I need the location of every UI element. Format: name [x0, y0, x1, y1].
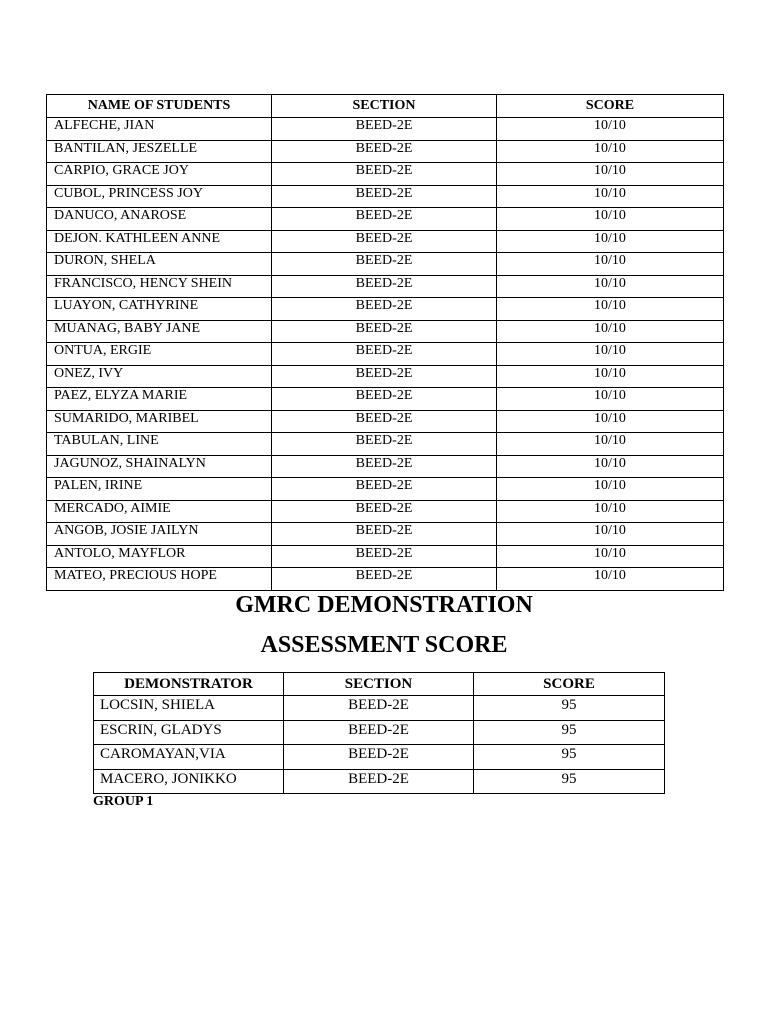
table-row [47, 388, 724, 411]
section-cell: BEED-2E [272, 343, 497, 366]
score-cell: 95 [474, 745, 665, 770]
students-table-body [47, 118, 724, 591]
score-cell: 10/10 [497, 478, 724, 501]
table-row [94, 696, 665, 721]
score-cell: 10/10 [497, 140, 724, 163]
student-name-cell: DURON, SHELA [47, 253, 272, 276]
score-cell: 95 [474, 769, 665, 794]
student-name-cell: MATEO, PRECIOUS HOPE [47, 568, 272, 591]
section-cell: BEED-2E [272, 275, 497, 298]
score-cell: 10/10 [497, 568, 724, 591]
table-header-row [47, 95, 724, 118]
score-cell: 10/10 [497, 545, 724, 568]
student-name-cell: MUANAG, BABY JANE [47, 320, 272, 343]
column-header-score: SCORE [474, 673, 665, 696]
student-name-cell: PAEZ, ELYZA MARIE [47, 388, 272, 411]
student-name-cell: DEJON. KATHLEEN ANNE [47, 230, 272, 253]
table-row [47, 118, 724, 141]
table-row [94, 720, 665, 745]
score-cell: 10/10 [497, 163, 724, 186]
student-name-cell: CARPIO, GRACE JOY [47, 163, 272, 186]
table-row [47, 208, 724, 231]
table-header-row [94, 673, 665, 696]
table-row [47, 365, 724, 388]
score-cell: 10/10 [497, 410, 724, 433]
section-cell: BEED-2E [272, 568, 497, 591]
table-row [47, 523, 724, 546]
table-row [47, 185, 724, 208]
table-row [47, 253, 724, 276]
table-row [94, 745, 665, 770]
score-cell: 10/10 [497, 500, 724, 523]
section-cell: BEED-2E [272, 410, 497, 433]
table-row [47, 455, 724, 478]
section-cell: BEED-2E [284, 745, 474, 770]
section-cell: BEED-2E [272, 253, 497, 276]
demonstrator-name-cell: MACERO, JONIKKO [94, 769, 284, 794]
score-cell: 10/10 [497, 523, 724, 546]
section-cell: BEED-2E [272, 185, 497, 208]
table-row [47, 410, 724, 433]
score-cell: 10/10 [497, 253, 724, 276]
table-row [47, 230, 724, 253]
section-cell: BEED-2E [272, 230, 497, 253]
table-row [47, 320, 724, 343]
student-name-cell: CUBOL, PRINCESS JOY [47, 185, 272, 208]
score-cell: 10/10 [497, 455, 724, 478]
score-cell: 95 [474, 696, 665, 721]
student-name-cell: MERCADO, AIMIE [47, 500, 272, 523]
section-cell: BEED-2E [272, 298, 497, 321]
score-cell: 10/10 [497, 343, 724, 366]
section-cell: BEED-2E [272, 455, 497, 478]
section-cell: BEED-2E [272, 320, 497, 343]
student-name-cell: FRANCISCO, HENCY SHEIN [47, 275, 272, 298]
demonstrator-name-cell: LOCSIN, SHIELA [94, 696, 284, 721]
table-row [47, 545, 724, 568]
table-row [47, 140, 724, 163]
table-row [47, 275, 724, 298]
section-cell: BEED-2E [272, 140, 497, 163]
demonstration-score-table [93, 672, 665, 794]
score-cell: 10/10 [497, 320, 724, 343]
student-name-cell: SUMARIDO, MARIBEL [47, 410, 272, 433]
section-cell: BEED-2E [272, 500, 497, 523]
student-name-cell: PALEN, IRINE [47, 478, 272, 501]
section-cell: BEED-2E [272, 365, 497, 388]
score-cell: 10/10 [497, 365, 724, 388]
section-cell: BEED-2E [284, 769, 474, 794]
section-cell: BEED-2E [272, 433, 497, 456]
section-cell: BEED-2E [284, 720, 474, 745]
student-name-cell: ONEZ, IVY [47, 365, 272, 388]
table-row [47, 568, 724, 591]
column-header-demonstrator: DEMONSTRATOR [94, 673, 284, 696]
student-name-cell: DANUCO, ANAROSE [47, 208, 272, 231]
student-name-cell: JAGUNOZ, SHAINALYN [47, 455, 272, 478]
score-cell: 10/10 [497, 433, 724, 456]
table-row [94, 769, 665, 794]
score-cell: 10/10 [497, 185, 724, 208]
column-header-score: SCORE [497, 95, 724, 118]
score-cell: 10/10 [497, 230, 724, 253]
student-name-cell: ALFECHE, JIAN [47, 118, 272, 141]
score-cell: 10/10 [497, 388, 724, 411]
section-cell: BEED-2E [272, 523, 497, 546]
table-row [47, 433, 724, 456]
score-cell: 10/10 [497, 275, 724, 298]
column-header-section: SECTION [284, 673, 474, 696]
section-cell: BEED-2E [272, 208, 497, 231]
score-cell: 10/10 [497, 298, 724, 321]
group-label: GROUP 1 [93, 794, 154, 809]
student-name-cell: BANTILAN, JESZELLE [47, 140, 272, 163]
table-row [47, 500, 724, 523]
demonstration-table-body [94, 696, 665, 794]
table-row [47, 298, 724, 321]
student-name-cell: ONTUA, ERGIE [47, 343, 272, 366]
section-cell: BEED-2E [272, 163, 497, 186]
student-name-cell: LUAYON, CATHYRINE [47, 298, 272, 321]
score-cell: 95 [474, 720, 665, 745]
section-cell: BEED-2E [284, 696, 474, 721]
demonstrator-name-cell: ESCRIN, GLADYS [94, 720, 284, 745]
students-score-table [46, 94, 724, 591]
section-cell: BEED-2E [272, 388, 497, 411]
student-name-cell: ANGOB, JOSIE JAILYN [47, 523, 272, 546]
score-cell: 10/10 [497, 118, 724, 141]
section-cell: BEED-2E [272, 545, 497, 568]
table-row [47, 478, 724, 501]
score-cell: 10/10 [497, 208, 724, 231]
table-row [47, 343, 724, 366]
demonstrator-name-cell: CAROMAYAN,VIA [94, 745, 284, 770]
page-title-line-1: GMRC DEMONSTRATION [235, 592, 533, 618]
column-header-name: NAME OF STUDENTS [47, 95, 272, 118]
column-header-section: SECTION [272, 95, 497, 118]
section-cell: BEED-2E [272, 118, 497, 141]
table-row [47, 163, 724, 186]
section-cell: BEED-2E [272, 478, 497, 501]
page-title-line-2: ASSESSMENT SCORE [260, 632, 508, 658]
student-name-cell: TABULAN, LINE [47, 433, 272, 456]
student-name-cell: ANTOLO, MAYFLOR [47, 545, 272, 568]
